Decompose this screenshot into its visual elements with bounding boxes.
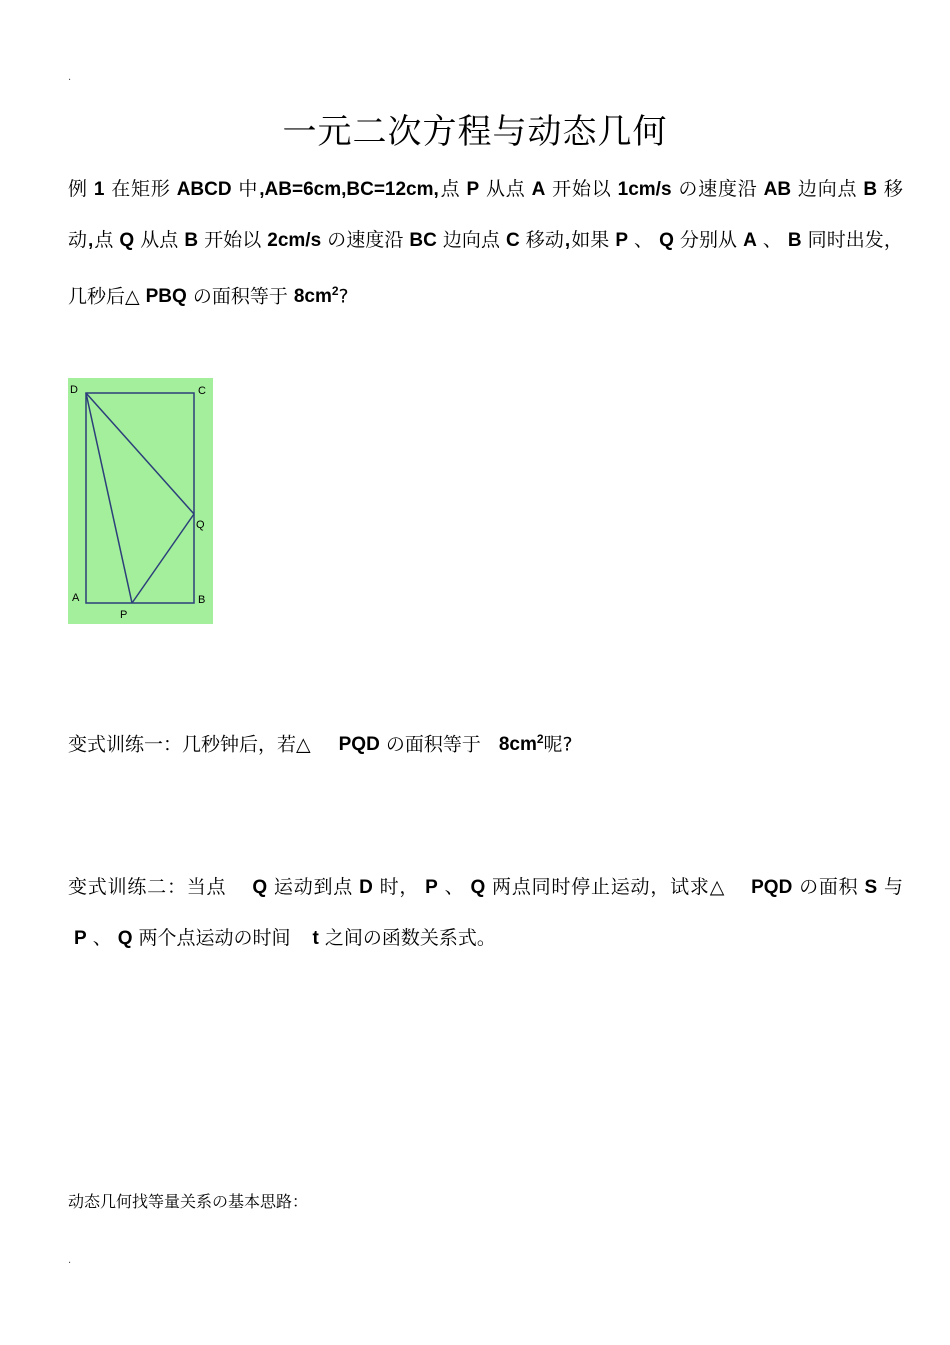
footer-note: 动态几何找等量关系の基本思路： xyxy=(68,1192,309,1211)
label-d: D xyxy=(70,384,78,396)
label-q: Q xyxy=(196,519,205,531)
top-dot: . xyxy=(68,72,72,83)
label-c: C xyxy=(198,385,206,397)
example-1-text: 例 1 在矩形 ABCD 中,AB=6cm,BC=12cm,点 P 从点 A 开始以 1cm/s の速度沿 AB 边向点 B 移动,点 Q 从点 B 开始以 2cm/s の速度沿 BC 边向点 C 移动,如果 P 、 Q 分别从 A 、 B 同时出发，几秒后△ PBQ の面积等于 $8cm^2$? xyxy=(68,178,903,308)
bottom-dot: . xyxy=(68,1255,72,1266)
variant-2-text: 变式训练二：当点 Q 运动到点 D 时， P 、 Q 两点同时停止运动，试求△ PQD の面积 S 与P 、 Q 两个点运动の时间 t 之间の函数关系式。 xyxy=(68,876,903,949)
page-title: 一元二次方程与动态几何 xyxy=(282,112,668,152)
figure-background xyxy=(68,378,213,624)
label-p: P xyxy=(120,609,128,621)
label-a: A xyxy=(72,592,80,604)
rectangle-figure xyxy=(68,378,213,624)
variant-1-text: 变式训练一：几秒钟后，若△ PQD の面积等于 $8cm^2$呢? xyxy=(68,732,573,756)
label-b: B xyxy=(198,594,206,606)
